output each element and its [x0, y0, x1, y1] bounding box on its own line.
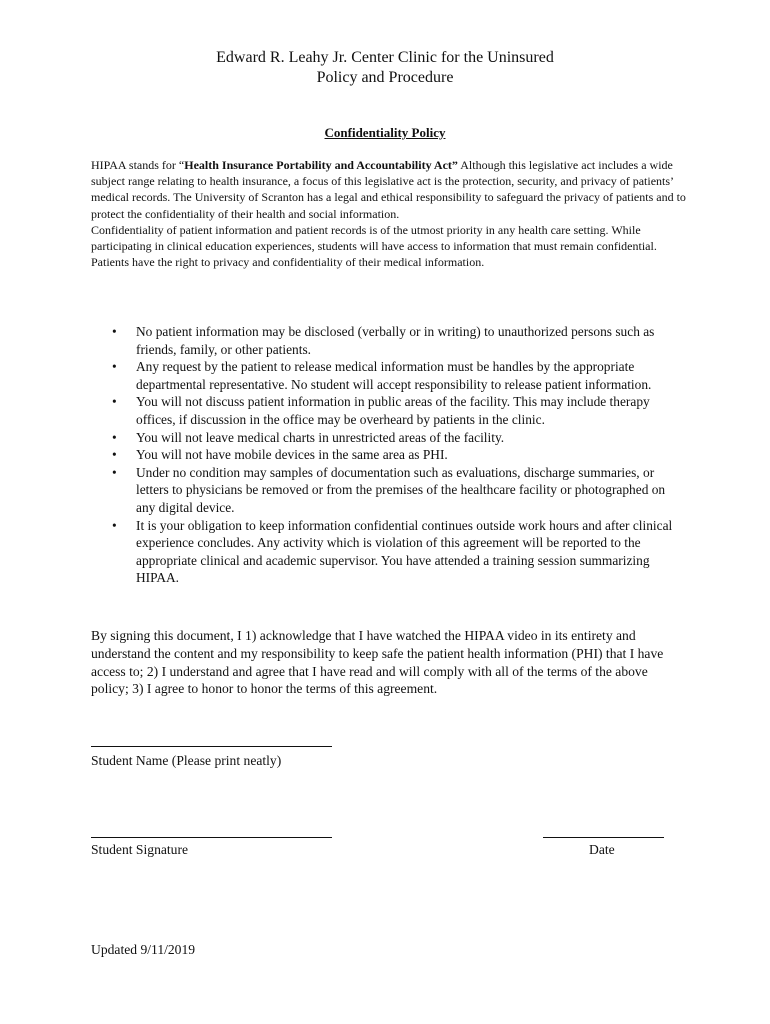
list-item-text: You will not leave medical charts in unrestricted areas of the facility. — [136, 429, 505, 445]
list-item — [91, 446, 687, 464]
list-item-text: You will not discuss patient information in public areas of the facility. This may include therapy offices, if discussion in the office may be overheard by patients in the clinic. — [136, 394, 650, 427]
list-item-text: Under no condition may samples of documentation such as evaluations, discharge summaries, or letters to physicians be removed or from the premises of the healthcare facility or photographed on any digital device. — [136, 464, 666, 515]
intro-paragraph-confidentiality: Confidentiality of patient information and patient records is of the utmost priority in any health care setting. While participating in clinical education experiences, students will have access to information that must remain confidential. Patients have the right to privacy and confidentiality of their medical information. — [91, 222, 657, 270]
bullet-icon: • — [112, 324, 117, 339]
policy-rules-list — [91, 323, 687, 587]
bullet-icon: • — [112, 517, 117, 533]
student-signature-line[interactable] — [91, 837, 332, 838]
intro-section — [91, 157, 687, 270]
clinic-name: Edward R. Leahy Jr. Center Clinic for the Uninsured — [216, 49, 554, 66]
bullet-icon: • — [112, 447, 117, 463]
list-item — [91, 429, 687, 447]
student-name-line[interactable] — [91, 746, 332, 747]
bullet-icon: • — [112, 394, 117, 410]
date-line[interactable] — [543, 837, 664, 838]
bullet-icon: • — [112, 464, 117, 480]
list-item — [91, 393, 687, 428]
document-subtitle: Policy and Procedure — [316, 69, 454, 86]
student-name-label: Student Name (Please print neatly) — [91, 753, 282, 768]
updated-date: Updated 9/11/2019 — [91, 942, 196, 957]
list-item — [91, 517, 687, 587]
list-item — [91, 358, 687, 393]
list-item-text: Any request by the patient to release medical information must be handles by the appropriate departmental representative. No student will accept responsibility to release patient information. — [136, 359, 652, 392]
list-item — [91, 464, 687, 517]
agreement-paragraph: By signing this document, I 1) acknowledge that I have watched the HIPAA video in its entirety and understand the content and my responsibility to keep safe the patient health information (PHI) that I have access to; 2) I understand and agree that I have read and will comply with all of the terms of the above policy; 3) I agree to honor to honor the terms of this agreement. — [91, 628, 664, 697]
student-signature-label: Student Signature — [91, 842, 189, 857]
document-header — [0, 48, 770, 88]
bullet-icon: • — [112, 359, 117, 375]
intro-p1-rest: Although this legislative act includes a wide subject range relating to health insurance, a focus of this legislative act is the protection, security, and privacy of patients’ medical records. The University of Scranton has a legal and ethical responsibility to safeguard the privacy of patients and to protect the confidentiality of their health and social information. — [91, 158, 686, 221]
bullet-icon: • — [112, 429, 117, 445]
list-item-text: You will not have mobile devices in the same area as PHI. — [136, 447, 448, 463]
policy-title: Confidentiality Policy — [324, 125, 446, 140]
list-item — [91, 323, 687, 358]
hipaa-full-name: Health Insurance Portability and Accountability Act” — [184, 158, 458, 172]
date-label: Date — [589, 842, 615, 857]
intro-p1-start: HIPAA stands for “ — [91, 158, 185, 172]
list-item-text: It is your obligation to keep information confidential continues outside work hours and after clinical experience concludes. Any activity which is violation of this agreement will be reported to the appropriate clinical and academic supervisor. You have attended a training session summarizing HIPAA. — [136, 517, 673, 586]
intro-paragraph-hipaa — [91, 157, 687, 222]
list-item-text: No patient information may be disclosed (verbally or in writing) to unauthorized persons such as friends, family, or other patients. — [136, 324, 655, 357]
